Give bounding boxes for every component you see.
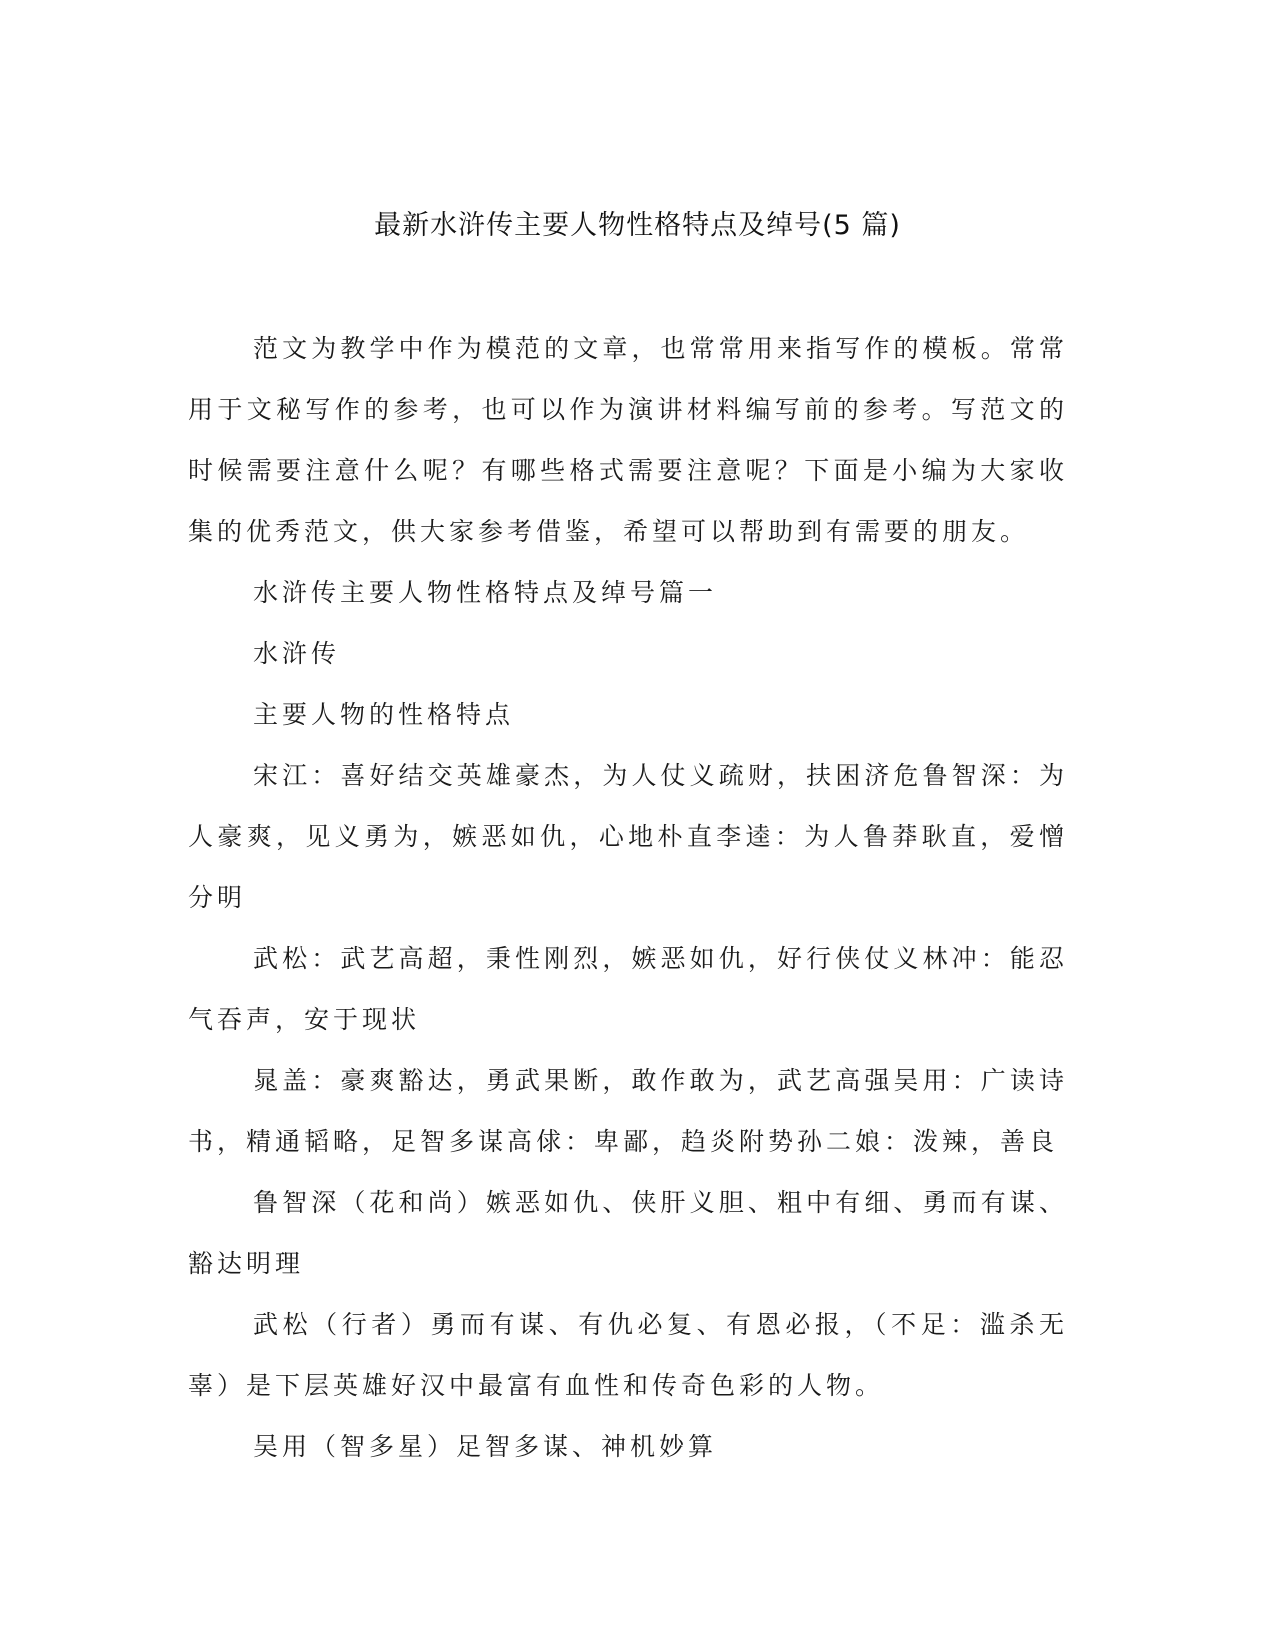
section-heading: 水浒传主要人物性格特点及绰号篇一 bbox=[253, 578, 718, 607]
character-paragraph: 鲁智深（花和尚）嫉恶如仇、侠肝义胆、粗中有细、勇而有谋、豁达明理 bbox=[188, 1188, 1068, 1278]
character-paragraph: 武松（行者）勇而有谋、有仇必复、有恩必报，（不足：滥杀无辜）是下层英雄好汉中最富有血性和传奇色彩的人物。 bbox=[188, 1310, 1068, 1400]
document-body bbox=[188, 318, 1068, 1477]
subheading-line: 主要人物的性格特点 bbox=[253, 700, 515, 729]
character-paragraph: 宋江：喜好结交英雄豪杰，为人仗义疏财，扶困济危鲁智深：为人豪爽，见义勇为，嫉恶如仇，心地朴直李逵：为人鲁莽耿直，爱憎分明 bbox=[188, 761, 1068, 912]
book-title-line: 水浒传 bbox=[253, 639, 341, 668]
character-paragraph: 晁盖：豪爽豁达，勇武果断，敢作敢为，武艺高强吴用：广读诗书，精通韬略，足智多谋高俅：卑鄙，趋炎附势孙二娘：泼辣，善良 bbox=[188, 1066, 1068, 1156]
document-title: 最新水浒传主要人物性格特点及绰号(5 篇) bbox=[374, 210, 901, 241]
character-paragraph: 吴用（智多星）足智多谋、神机妙算 bbox=[253, 1432, 718, 1461]
intro-paragraph: 范文为教学中作为模范的文章，也常常用来指写作的模板。常常用于文秘写作的参考，也可以作为演讲材料编写前的参考。写范文的时候需要注意什么呢？有哪些格式需要注意呢？下面是小编为大家收集的优秀范文，供大家参考借鉴，希望可以帮助到有需要的朋友。 bbox=[188, 334, 1068, 546]
character-paragraph: 武松：武艺高超，秉性刚烈，嫉恶如仇，好行侠仗义林冲：能忍气吞声，安于现状 bbox=[188, 944, 1068, 1034]
